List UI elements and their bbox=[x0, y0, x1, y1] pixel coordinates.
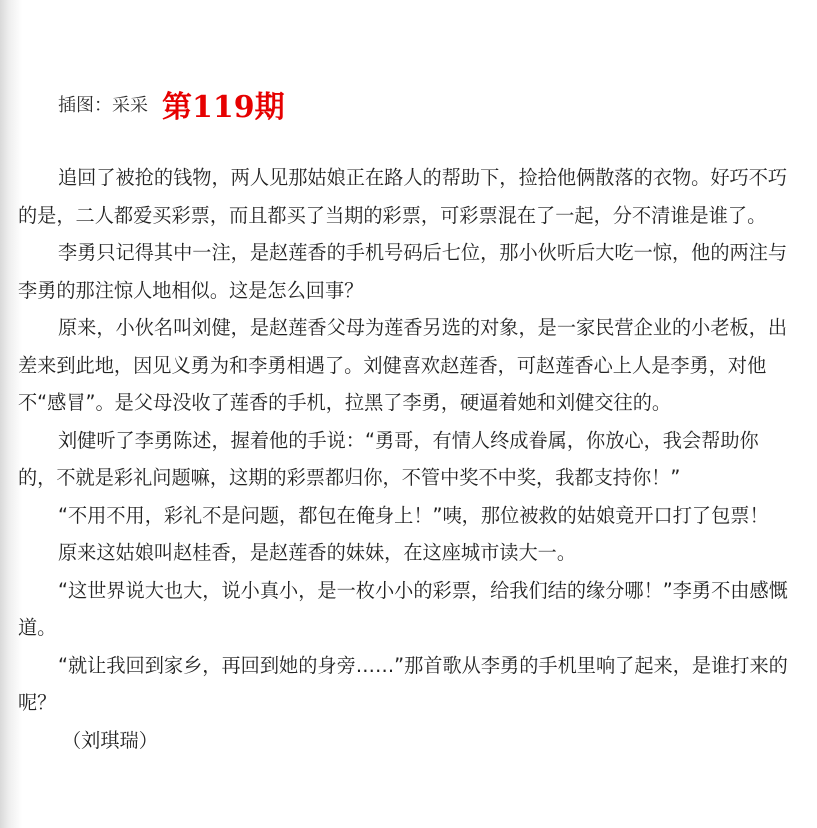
paragraph: “就让我回到家乡，再回到她的身旁……”那首歌从李勇的手机里响了起来，是谁打来的呢？ bbox=[18, 653, 788, 714]
paragraph: 李勇只记得其中一注，是赵莲香的手机号码后七位，那小伙听后大吃一惊，他的两注与李勇的那注惊人地相似。这是怎么回事？ bbox=[18, 241, 788, 302]
paragraph: 追回了被抢的钱物，两人见那姑娘正在路人的帮助下，捡拾他俩散落的衣物。好巧不巧的是，二人都爱买彩票，而且都买了当期的彩票，可彩票混在了一起，分不清谁是谁了。 bbox=[18, 166, 788, 227]
paragraph: “这世界说大也大，说小真小，是一枚小小的彩票，给我们结的缘分哪！”李勇不由感慨道。 bbox=[18, 578, 788, 639]
paragraph: 原来这姑娘叫赵桂香，是赵莲香的妹妹，在这座城市读大一。 bbox=[58, 541, 577, 564]
article-header bbox=[58, 82, 285, 126]
paragraph: 原来，小伙名叫刘健，是赵莲香父母为莲香另选的对象，是一家民营企业的小老板，出差来到此地，因见义勇为和李勇相遇了。刘健喜欢赵莲香，可赵莲香心上人是李勇，对他不“感冒”。是父母没收了莲香的手机，拉黑了李勇，硬逼着她和刘健交往的。 bbox=[18, 316, 788, 414]
paragraph: 刘健听了李勇陈述，握着他的手说：“勇哥，有情人终成眷属，你放心，我会帮助你的，不就是彩礼问题嘛，这期的彩票都归你，不管中奖不中奖，我都支持你！” bbox=[18, 428, 759, 489]
issue-number: 第119期 bbox=[162, 90, 285, 125]
illustration-credit: 插图：采采 bbox=[58, 95, 148, 116]
author-signature: （刘琪瑞） bbox=[62, 728, 158, 752]
article-body bbox=[18, 159, 794, 759]
paragraph: “不用不用，彩礼不是问题，都包在俺身上！”咦，那位被救的姑娘竟开口打了包票！ bbox=[58, 503, 769, 527]
